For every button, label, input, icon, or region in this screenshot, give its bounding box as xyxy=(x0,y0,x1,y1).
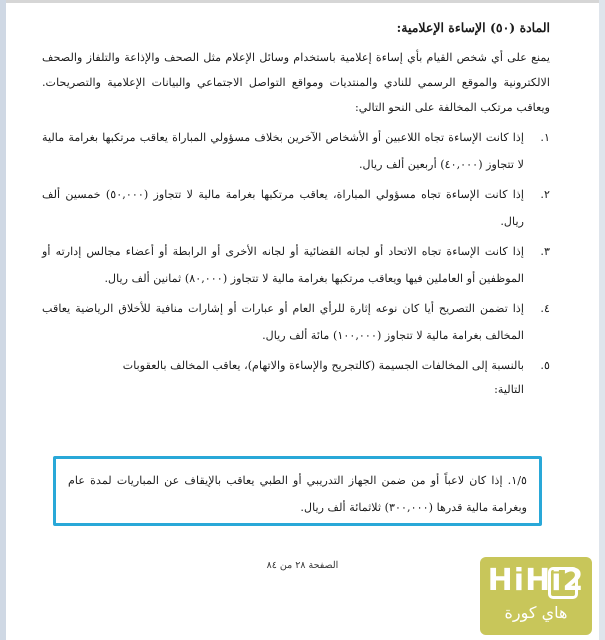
document-body xyxy=(42,14,550,401)
penalty-list xyxy=(42,124,550,379)
list-item xyxy=(42,181,550,235)
list-item xyxy=(42,124,550,178)
item-number: ٢. xyxy=(540,188,550,201)
logo-main-text: HiHi2 xyxy=(487,563,585,598)
list-item xyxy=(42,295,550,349)
item-text: إذا كانت الإساءة تجاه اللاعبين أو الأشخاص الآخرين بخلاف مسؤولي المباراة يعاقب مرتكبها بغرامة مالية لا تتجاوز (٤٠,٠٠٠) أربعين ألف ريال. xyxy=(42,131,524,171)
page-number: الصفحة ٢٨ من ٨٤ xyxy=(266,560,339,571)
item-text: إذا كانت الإساءة تجاه مسؤولي المباراة، يعاقب مرتكبها بغرامة مالية لا تتجاوز (٥٠,٠٠٠) خمسين ألف ريال. xyxy=(42,188,524,228)
item-text: إذا كانت الإساءة تجاه الاتحاد أو لجانه القضائية أو لجانه الأخرى أو الرابطة أو أعضاء مجالس إدارته أو الموظفين أو العاملين فيها ويعاقب مرتكبها بغرامة مالية لا تتجاوز (٨٠,٠٠٠) ثمانين ألف ريال. xyxy=(42,245,524,285)
item-text: بالنسبة إلى المخالفات الجسيمة (كالتجريح والإساءة والاتهام)، يعاقب المخالف بالعقوبات xyxy=(122,359,524,372)
list-item xyxy=(42,238,550,292)
list-item xyxy=(42,352,550,379)
article-title: المادة (٥٠) الإساءة الإعلامية: xyxy=(396,20,550,35)
highlighted-clause xyxy=(53,456,542,526)
hihi2-logo xyxy=(480,557,592,635)
page-right-edge xyxy=(599,0,605,640)
item-number: ٥. xyxy=(540,359,550,372)
article-intro: يمنع على أي شخص القيام بأي إساءة إعلامية باستخدام وسائل الإعلام مثل الصحف والإذاعة والتلفاز والصحف الالكترونية والموقع الرسمي للنادي والمنتديات ومواقع التواصل الاجتماعي والبيانات الإعلامية والتصريحات. ويعاقب مرتكب المخالفة على النحو التالي: xyxy=(42,51,550,114)
page-left-edge xyxy=(0,0,6,640)
item-number: ٤. xyxy=(540,302,550,315)
item-number: ١. xyxy=(540,131,550,144)
list-tail: التالية: xyxy=(494,383,524,396)
page-top-edge xyxy=(0,0,605,3)
item-number: ٣. xyxy=(540,245,550,258)
highlighted-clause-text: ١/٥. إذا كان لاعباً أو من ضمن الجهاز التدريبي أو الطبي يعاقب بالإيقاف عن المباريات لمدة عام وبغرامة مالية قدرها (٣٠٠,٠٠٠) ثلاثمائة ألف ريال. xyxy=(68,474,527,514)
item-text: إذا تضمن التصريح أيا كان نوعه إثارة للرأي العام أو عبارات أو إشارات منافية للأخلاق الرياضية يعاقب المخالف بغرامة مالية لا تتجاوز (١٠٠,٠٠٠) مائة ألف ريال. xyxy=(42,302,524,342)
logo-sub-text: هاي كورة xyxy=(504,603,568,622)
